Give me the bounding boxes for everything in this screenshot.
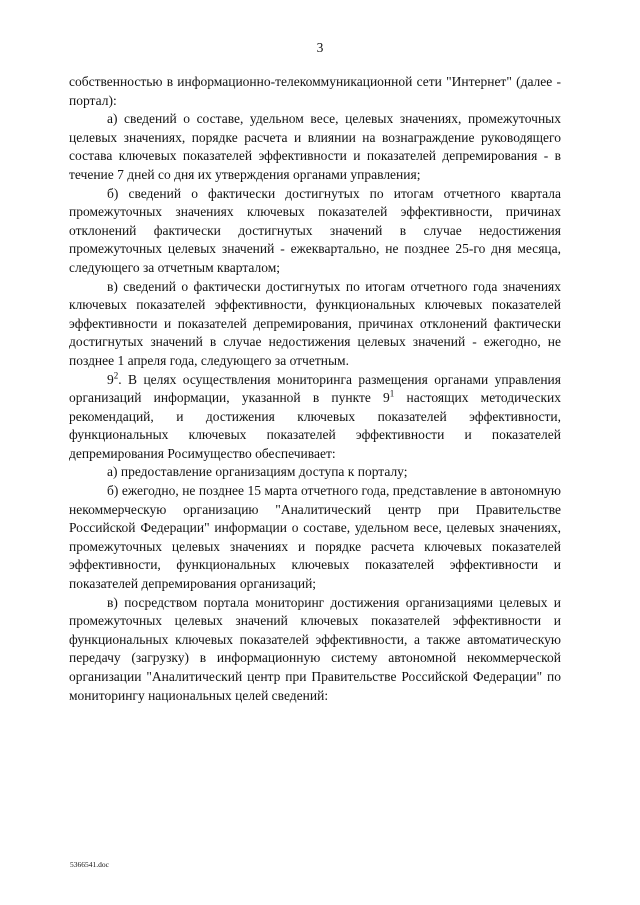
page-number: 3: [316, 40, 324, 55]
paragraph-clause-9-2: [69, 371, 561, 464]
paragraph-item-b: б) сведений о фактически достигнутых по итогам отчетного квартала промежуточных значениях ключевых показателей эффективности, причинах отклонений фактически достигнутых значений в случае недостижения промежуточных целевых значений - ежеквартально, не позднее 25-го дня месяца, следующего за отчетным кварталом;: [69, 185, 561, 275]
clause-text-part-1: . В целях осуществления мониторинга размещения органами управления организаций информации, указанной в пункте 9: [69, 371, 561, 406]
paragraph-subitem-a: а) предоставление организациям доступа к порталу;: [107, 464, 408, 480]
clause-number: 9: [107, 371, 114, 387]
clause-text-part-2: настоящих методических рекомендаций, и достижения ключевых показателей эффективности, функциональных ключевых показателей эффективности и показателей депремирования Росимущество обеспечивает:: [69, 390, 562, 461]
paragraph-continuation: собственностью в информационно-телекоммуникационной сети "Интернет" (далее - портал):: [69, 74, 561, 108]
paragraph-item-a: а) сведений о составе, удельном весе, целевых значениях, промежуточных целевых значениях, порядке расчета и влиянии на вознаграждение руководящего состава ключевых показателей эффективности и показателей депремирования - в течение 7 дней со дня их утверждения органами управления;: [69, 111, 561, 182]
clause-number-superscript: 2: [113, 370, 119, 380]
paragraph-subitem-b: б) ежегодно, не позднее 15 марта отчетного года, представление в автономную некоммерческую организацию "Аналитический центр при Правительстве Российской Федерации" информации о составе, удельном весе, целевых значениях, промежуточных целевых значениях и порядке расчета ключевых показателей эффективности, функциональных ключевых показателей эффективности и показателей депремирования организаций;: [69, 483, 561, 592]
document-body: [69, 73, 561, 705]
clause-reference-superscript: 1: [389, 388, 395, 399]
paragraph-subitem-v: в) посредством портала мониторинг достижения организациями целевых и промежуточных целевых значений ключевых показателей эффективности и функциональных ключевых показателей эффективности, а также автоматическую передачу (загрузку) в информационную систему автономной некоммерческой организации "Аналитический центр при Правительстве Российской Федерации" по мониторингу национальных целей сведений:: [69, 594, 561, 703]
paragraph-item-v: в) сведений о фактически достигнутых по итогам отчетного года значениях ключевых показателей эффективности, функциональных ключевых показателей эффективности и показателей депремирования, причинах отклонений фактически достигнутых значений в случае недостижения целевых значений - ежегодно, не позднее 1 апреля года, следующего за отчетным.: [69, 278, 561, 368]
footer-file-name: 5366541.doc: [70, 860, 109, 869]
